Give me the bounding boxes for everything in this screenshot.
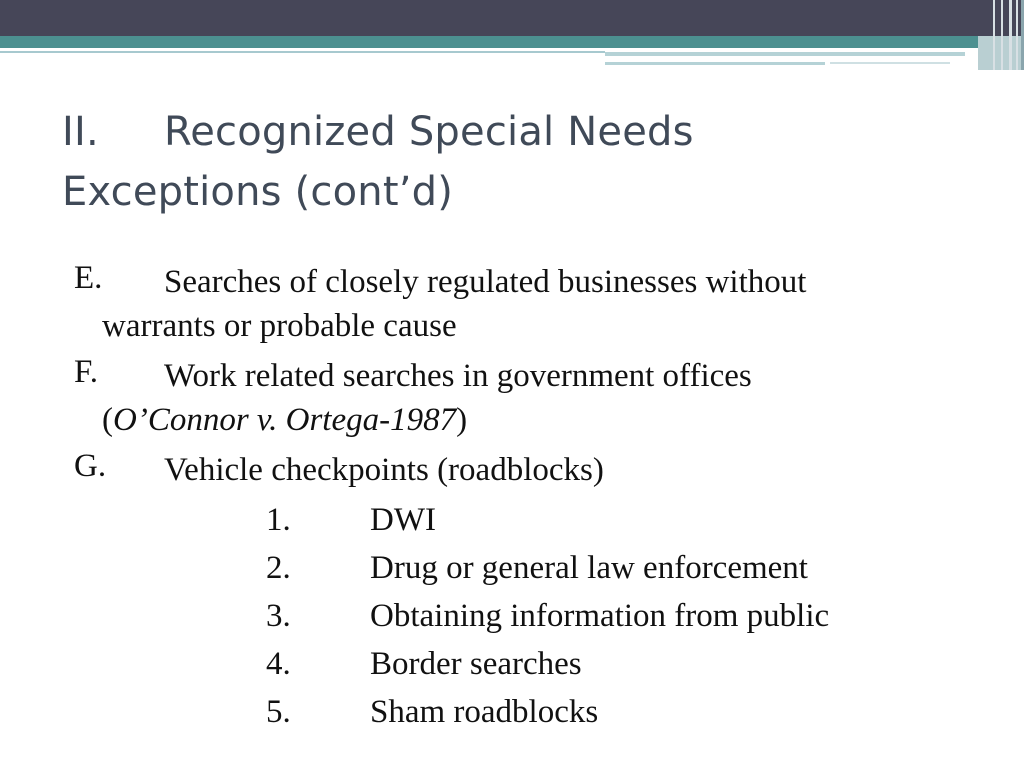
header-vertical-bar	[1016, 0, 1018, 70]
outline-item-label: F.	[74, 354, 98, 390]
sub-item-text: Sham roadblocks	[370, 694, 599, 730]
outline-item-text: Vehicle checkpoints (roadblocks)	[164, 452, 604, 488]
header-teal-band	[0, 36, 978, 48]
title-text-line-1: Recognized Special Needs	[164, 109, 694, 155]
sub-item-number: 1.	[266, 502, 291, 538]
outline-item-g	[74, 448, 974, 736]
sub-item-text: Drug or general law enforcement	[370, 550, 808, 586]
header-stripe	[605, 52, 965, 56]
sub-item-number: 2.	[266, 550, 291, 586]
header-vertical-bar	[993, 0, 995, 70]
paren-open: (	[102, 402, 113, 438]
sub-item-text: DWI	[370, 502, 436, 538]
sub-item-text: Border searches	[370, 646, 582, 682]
paren-close: )	[456, 402, 468, 438]
sub-list	[74, 496, 974, 736]
sub-item	[74, 496, 974, 544]
header-vertical-bar	[1009, 0, 1012, 70]
header-vertical-bar	[1001, 0, 1003, 70]
header-stripe	[0, 51, 605, 53]
outline-item-text: Searches of closely regulated businesses without	[164, 264, 807, 300]
sub-item	[74, 592, 974, 640]
sub-item-text: Obtaining information from public	[370, 598, 830, 634]
outline-item-continuation: warrants or probable cause	[102, 308, 457, 344]
outline-list	[74, 260, 974, 736]
sub-item-number: 4.	[266, 646, 291, 682]
outline-item-text: Work related searches in government offices	[164, 358, 752, 394]
sub-item	[74, 640, 974, 688]
outline-item-continuation	[74, 398, 974, 442]
header-stripe	[830, 62, 950, 64]
title-numeral: II.	[62, 109, 99, 155]
title-line-2: Exceptions (cont’d)	[62, 169, 454, 215]
sub-item	[74, 688, 974, 736]
header-dark-band	[0, 0, 1024, 36]
sub-item-number: 5.	[266, 694, 291, 730]
slide-title	[62, 102, 962, 222]
outline-item-label: E.	[74, 260, 103, 296]
sub-item	[74, 544, 974, 592]
title-line-1	[62, 102, 962, 162]
outline-item-e	[74, 260, 974, 348]
outline-item-f	[74, 354, 974, 442]
case-citation: O’Connor v. Ortega-1987	[113, 402, 457, 438]
header-stripe	[605, 62, 825, 65]
outline-item-label: G.	[74, 448, 107, 484]
sub-item-number: 3.	[266, 598, 291, 634]
